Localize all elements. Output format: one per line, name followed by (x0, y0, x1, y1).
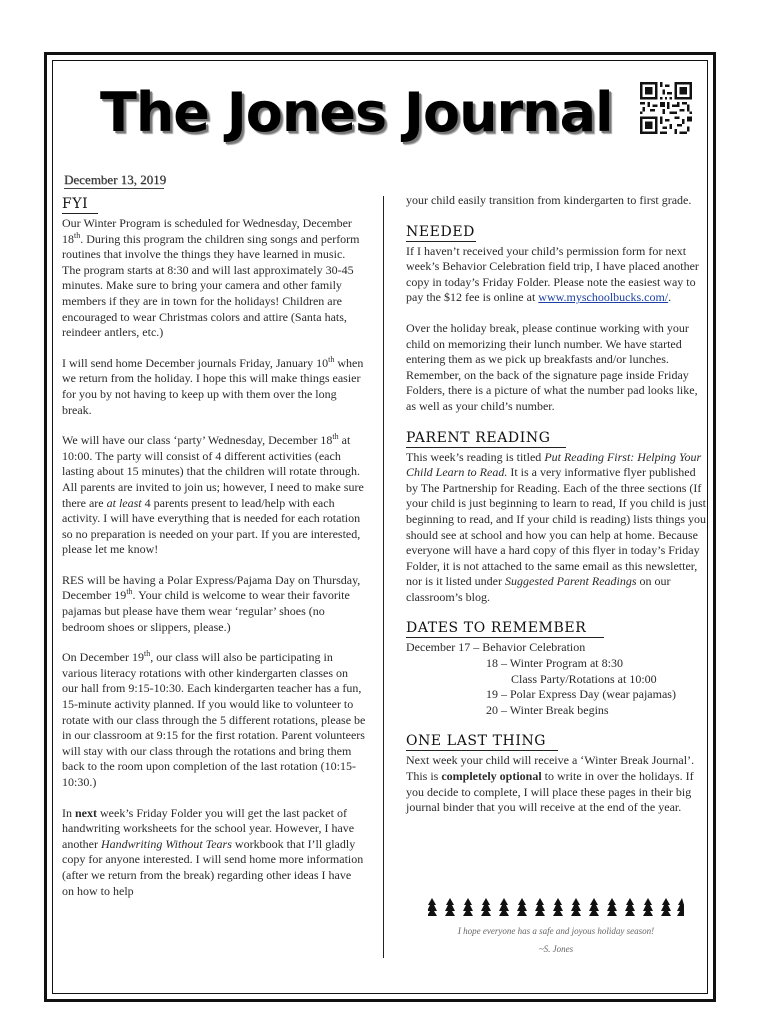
date-item: 20 – Winter Break begins (486, 702, 609, 717)
fyi-paragraph-journals: I will send home December journals Friday, January 10th when we return from the holiday. I hope this will make things easier for you by not having to keep up with them over the long break. (62, 354, 364, 417)
needed-paragraph-lunch-number: Over the holiday break, please continue working with your child on memorizing their lunch number. We have started entering them as we pick up breakfasts and/or lunches. Remember, on the back of the signature page inside Friday Folders, there is a picture of what the number pad looks like, as well as your child’s number. (406, 320, 698, 413)
christmas-trees-icon (428, 898, 684, 918)
needed-paragraph-permission: If I haven’t received your child’s permission form for next week’s Behavior Celebration field trip, I have placed another copy in today’s Friday Folder. Please note the easiest way to pay the $12 fee is online at www.myschoolbucks.com/. (406, 243, 699, 305)
signature: ~S. Jones (538, 944, 574, 954)
needed-heading: NEEDED (406, 223, 475, 240)
date-item: 18 – Winter Program at 8:30 (486, 656, 623, 671)
fyi-paragraph-winter-program: Our Winter Program is scheduled for Wednesday, December 18th. During this program the children sing songs and perform routines that involve the things they have learned in music. The program starts at 8:30 and will last approximately 30-45 minutes. Make sure to bring your camera and other family members if they are in town for the holidays! Children are encouraged to wear Christmas colors and attire (Santa hats, reindeer antlers, etc.) (62, 216, 360, 340)
one-last-thing-heading: ONE LAST THING (406, 733, 558, 751)
fyi-paragraph-pajama-day: RES will be having a Polar Express/Pajama Day on Thursday, December 19th. Your child is welcome to wear their favorite pajamas but please have them wear ‘regular’ shoes (no bedroom shoes or slippers, please.) (62, 572, 361, 634)
dates-list (406, 640, 708, 718)
date-item: December 17 – Behavior Celebration (406, 640, 586, 655)
myschoolbucks-link[interactable]: www.myschoolbucks.com/ (538, 290, 669, 305)
date-item: Class Party/Rotations at 10:00 (511, 671, 657, 686)
fyi-heading: FYI (62, 196, 98, 214)
fyi-paragraph-party: We will have our class ‘party’ Wednesday, December 18th at 10:00. The party will consist of 4 different activities (each lasting about 15 minutes) that the children will rotate through. All parents are invited to join us; however, I need to make sure there are at least 4 parents present to lead/help with each activity. I will have everything that is needed for each rotation so no preparation is needed on your part. If you are interested, please let me know! (62, 432, 364, 557)
dates-heading: DATES TO REMEMBER (406, 620, 604, 638)
continued-text: your child easily transition from kindergarten to first grade. (406, 193, 692, 207)
masthead-title: The Jones Journal (100, 81, 613, 144)
fyi-paragraph-handwriting: In next week’s Friday Folder you will get the last packet of handwriting worksheets for the school year. However, I have another Handwriting Without Tears workbook that I’ll gladly copy for anyone interested. I will send home more information (after we return from the break) regarding other ideas I have on how to help (62, 805, 364, 898)
left-column (62, 196, 366, 914)
qr-code-icon (640, 82, 692, 134)
issue-date: December 13, 2019 (64, 172, 167, 187)
column-divider (383, 196, 384, 958)
parent-reading-heading: PARENT READING (406, 430, 566, 448)
parent-reading-paragraph: This week’s reading is titled Put Reading First: Helping Your Child Learn to Read. It is a very informative flyer published by The Partnership for Reading. Each of the three sections (If your child is just beginning to learn to read, If you child is just beginning to read, and If your child is reading) lists things you should see at school and how you can help at home. Because everyone will have a hard copy of this flyer in today’s Friday Folder, it is not attached to the same email as this newsletter, nor is it listed under Suggested Parent Readings on our classroom’s blog. (406, 449, 706, 604)
closing-message: I hope everyone has a safe and joyous holiday season! (457, 926, 655, 936)
one-last-thing-paragraph: Next week your child will receive a ‘Winter Break Journal’. This is completely optional to write in over the holidays. If you decide to complete, I will place these pages in their big journal binder that you will receive at the end of the year. (406, 753, 695, 815)
date-item: 19 – Polar Express Day (wear pajamas) (486, 687, 676, 702)
right-column (406, 193, 708, 831)
fyi-paragraph-literacy-rotations: On December 19th, our class will also be participating in various literacy rotations with other kindergarten classes on our hall from 9:15-10:30. Each kindergarten teacher has a fun, 15-minute activity planned. If you would like to volunteer to rotate with our class through the 5 different rotations, please be in our classroom at 9:15 for the first rotation. Parent volunteers will stay with our class through the rotations and bring them back to the room upon completion of the last rotation (10:15-10:30.) (62, 649, 366, 789)
date-underline (64, 188, 164, 189)
